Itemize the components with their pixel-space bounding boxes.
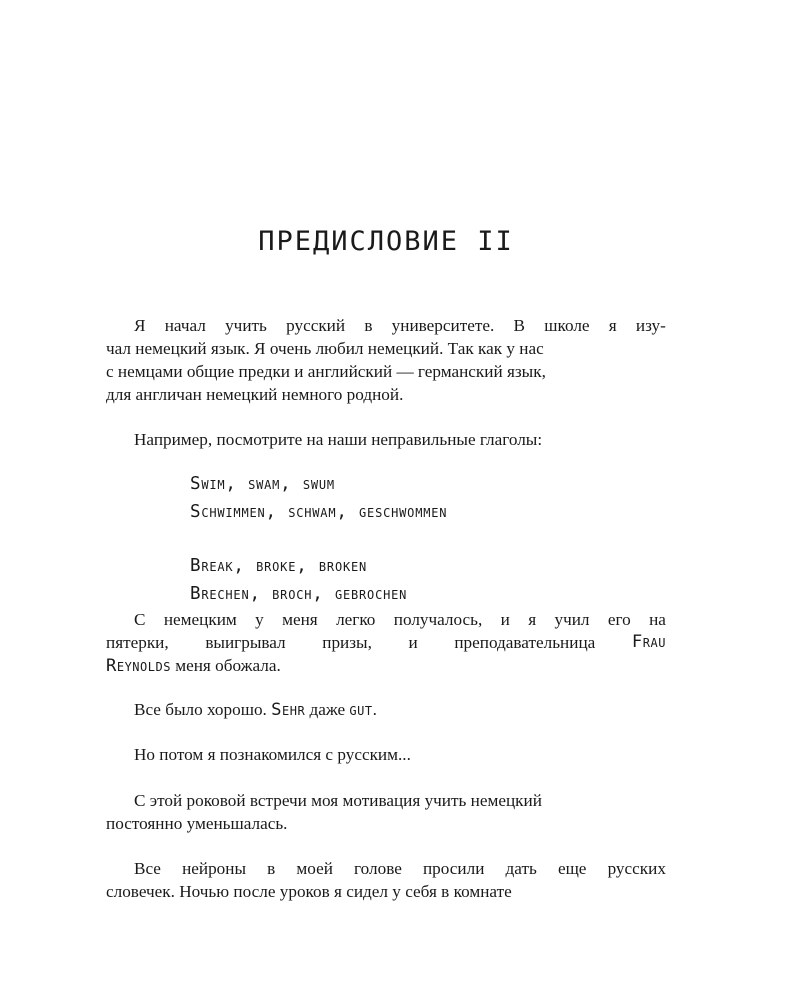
word: преподавательница bbox=[454, 633, 596, 652]
word: и bbox=[408, 633, 418, 652]
word: Все bbox=[134, 859, 161, 878]
paragraph-line: с немцами общие предки и английский — германский язык, bbox=[106, 362, 546, 381]
word: дать bbox=[505, 859, 537, 878]
paragraph-line: постоянно уменьшалась. bbox=[106, 814, 288, 833]
chapter-title: ПРЕДИСЛОВИЕ II bbox=[258, 226, 514, 257]
word: еще bbox=[557, 859, 587, 878]
word: изу- bbox=[635, 316, 666, 335]
word: и bbox=[500, 610, 510, 629]
german-word-sehr: Sehr bbox=[271, 700, 306, 720]
paragraph-line bbox=[106, 314, 666, 337]
word: в bbox=[267, 859, 276, 878]
word: призы, bbox=[322, 633, 372, 652]
paragraph-line: чал немецкий язык. Я очень любил немецкий. Так как у нас bbox=[106, 339, 544, 358]
word: нейроны bbox=[182, 859, 247, 878]
word: русских bbox=[607, 859, 666, 878]
word: его bbox=[607, 610, 631, 629]
word: учить bbox=[225, 316, 267, 335]
word: на bbox=[649, 610, 666, 629]
paragraph-line: С этой роковой встречи моя мотивация учить немецкий bbox=[134, 791, 542, 810]
word: в bbox=[364, 316, 373, 335]
example-english: Swim, swam, swum bbox=[190, 474, 335, 494]
word: голове bbox=[354, 859, 402, 878]
line-text: . bbox=[372, 700, 377, 719]
word: С bbox=[134, 610, 146, 629]
line-text: Все было хорошо. bbox=[134, 700, 272, 719]
word: просили bbox=[422, 859, 485, 878]
paragraph-line: словечек. Ночью после уроков я сидел у себя в комнате bbox=[106, 882, 512, 901]
word: получалось, bbox=[393, 610, 483, 629]
paragraph-intro bbox=[106, 314, 666, 406]
paragraph-line bbox=[106, 698, 666, 722]
paragraph-line bbox=[106, 857, 666, 880]
paragraph-line bbox=[106, 631, 666, 654]
paragraph-example-intro bbox=[106, 428, 666, 451]
teacher-name-last: Reynolds bbox=[106, 656, 171, 676]
word: Я bbox=[134, 316, 146, 335]
paragraph-neurons bbox=[106, 857, 666, 903]
example-german: Brechen, broch, gebrochen bbox=[190, 584, 408, 604]
word: у bbox=[255, 610, 264, 629]
word: начал bbox=[164, 316, 206, 335]
word: школе bbox=[544, 316, 590, 335]
paragraph-line: Например, посмотрите на наши неправильные глаголы: bbox=[134, 430, 543, 449]
german-word-gut: gut bbox=[349, 700, 373, 720]
word: университете. bbox=[391, 316, 495, 335]
word: В bbox=[513, 316, 526, 335]
word: меня bbox=[282, 610, 318, 629]
paragraph-met-russian bbox=[106, 743, 666, 766]
verb-examples-swim bbox=[190, 470, 447, 526]
paragraph-german-success bbox=[106, 608, 666, 678]
word: легко bbox=[336, 610, 376, 629]
example-english: Break, broke, broken bbox=[190, 556, 368, 576]
word: русский bbox=[286, 316, 346, 335]
line-text: даже bbox=[305, 700, 350, 719]
line-text: меня обожала. bbox=[170, 656, 281, 675]
word: я bbox=[528, 610, 537, 629]
word: я bbox=[608, 316, 617, 335]
word: учил bbox=[554, 610, 590, 629]
paragraph-motivation bbox=[106, 789, 666, 835]
paragraph-sehr-gut bbox=[106, 698, 666, 722]
verb-examples-break bbox=[190, 552, 407, 608]
word: выигрывал bbox=[205, 633, 286, 652]
paragraph-line: Но потом я познакомился с русским... bbox=[134, 745, 411, 764]
word: пятерки, bbox=[106, 633, 169, 652]
paragraph-line: для англичан немецкий немного родной. bbox=[106, 385, 404, 404]
teacher-name-first: Frau bbox=[631, 632, 666, 652]
word: немецким bbox=[163, 610, 237, 629]
example-german: Schwimmen, schwam, geschwommen bbox=[190, 502, 448, 522]
paragraph-line bbox=[106, 608, 666, 631]
word: моей bbox=[296, 859, 333, 878]
paragraph-line bbox=[106, 654, 666, 678]
